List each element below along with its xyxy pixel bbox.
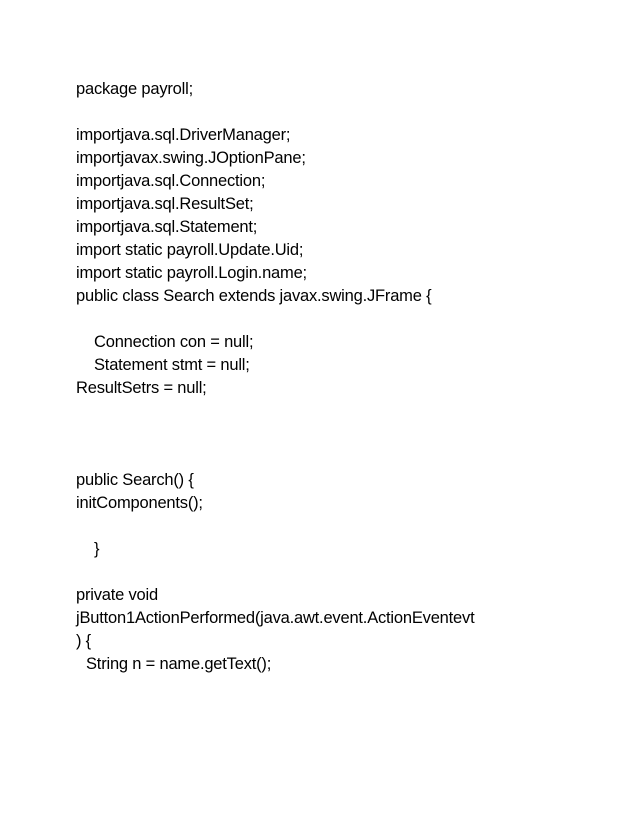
blank-line <box>76 561 626 584</box>
code-line-import: importjava.sql.DriverManager; <box>76 126 291 144</box>
code-line-field: Statement stmt = null; <box>94 356 250 374</box>
code-line-statement: String n = name.getText(); <box>86 655 272 673</box>
code-line-constructor: public Search() { <box>76 471 194 489</box>
code-line-class-declaration: public class Search extends javax.swing.JFrame { <box>76 287 432 305</box>
code-listing <box>76 78 626 676</box>
blank-line <box>76 400 626 423</box>
code-line-import: importjavax.swing.JOptionPane; <box>76 149 306 167</box>
code-line-package: package payroll; <box>76 80 193 98</box>
code-line-field: ResultSetrs = null; <box>76 379 207 397</box>
code-line-method-modifier: private void <box>76 586 158 604</box>
blank-line <box>76 423 626 446</box>
code-line-statement: initComponents(); <box>76 494 203 512</box>
code-line-closing-brace: } <box>94 540 100 558</box>
blank-line <box>76 308 626 331</box>
code-line-method-signature: jButton1ActionPerformed(java.awt.event.ActionEventevt <box>76 609 475 627</box>
code-line-method-open: ) { <box>76 632 91 650</box>
blank-line <box>76 446 626 469</box>
code-line-import-static: import static payroll.Update.Uid; <box>76 241 304 259</box>
blank-line <box>76 101 626 124</box>
code-line-import: importjava.sql.ResultSet; <box>76 195 254 213</box>
code-line-import: importjava.sql.Connection; <box>76 172 266 190</box>
code-line-import-static: import static payroll.Login.name; <box>76 264 307 282</box>
blank-line <box>76 515 626 538</box>
code-line-import: importjava.sql.Statement; <box>76 218 258 236</box>
code-line-field: Connection con = null; <box>94 333 254 351</box>
